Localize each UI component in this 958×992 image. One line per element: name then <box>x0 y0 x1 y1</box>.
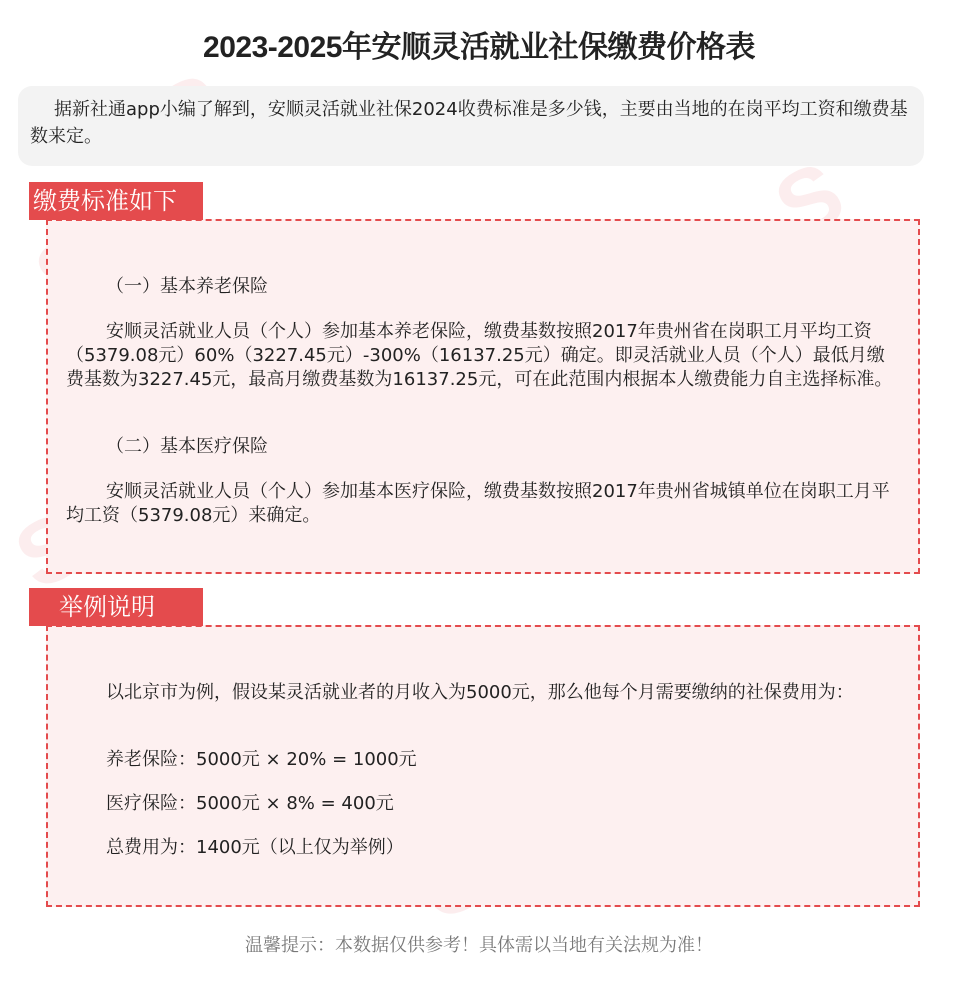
example-paragraph: 以北京市为例，假设某灵活就业者的月收入为5000元，那么他每个月需要缴纳的社保费用为： <box>106 682 854 703</box>
section-tab-example: 举例说明 <box>29 588 203 626</box>
intro-text: 据新社通app小编了解到，安顺灵活就业社保2024收费标准是多少钱，主要由当地的在岗平均工资和缴费基数来定。 <box>18 86 924 166</box>
section-tab-standards: 缴费标准如下 <box>29 182 203 220</box>
pension-paragraph: 安顺灵活就业人员（个人）参加基本养老保险，缴费基数按照2017年贵州省在岗职工月平均工资（5379.08元）60%（3227.45元）-300%（16137.25元）确定。即灵活就业人员（个人）最低月缴费基数为3227.45元，最高月缴费基数为16137.25元，可在此范围内根据本人缴费能力自主选择标准。 <box>66 321 893 390</box>
example-medical-line: 医疗保险：5000元 × 8% = 400元 <box>106 793 394 814</box>
page-title: 2023-2025年安顺灵活就业社保缴费价格表 <box>203 31 755 64</box>
watermark: S <box>759 142 860 260</box>
example-pension-line: 养老保险：5000元 × 20% = 1000元 <box>106 749 417 770</box>
heading-pension: （一）基本养老保险 <box>106 276 268 297</box>
example-total-line: 总费用为：1400元（以上仅为举例） <box>106 837 404 858</box>
heading-medical: （二）基本医疗保险 <box>106 436 268 457</box>
footer-tip: 温馨提示：本数据仅供参考！具体需以当地有关法规为准！ <box>245 935 713 956</box>
medical-paragraph: 安顺灵活就业人员（个人）参加基本医疗保险，缴费基数按照2017年贵州省城镇单位在岗职工月平均工资（5379.08元）来确定。 <box>66 481 890 526</box>
